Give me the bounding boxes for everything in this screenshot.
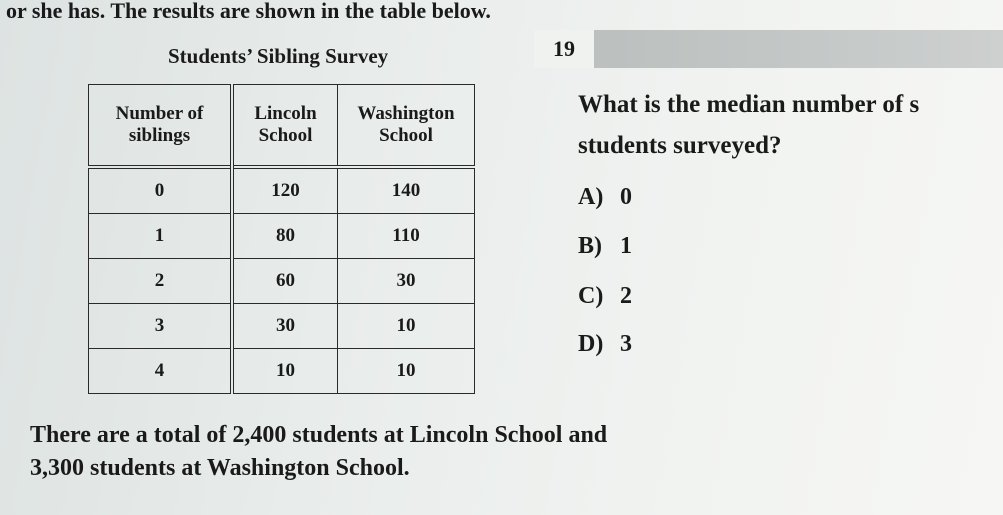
question-line1: What is the median number of s: [578, 91, 920, 118]
cell-lincoln: 60: [232, 259, 338, 304]
cell-washington: 10: [338, 349, 475, 394]
header-lincoln-line2: School: [258, 125, 313, 146]
choice-a-value: 0: [620, 184, 632, 210]
question-header-bar: [534, 30, 1003, 68]
cell-siblings: 1: [89, 214, 233, 259]
header-washington-line1: Washington: [357, 103, 455, 125]
table-title: Students’ Sibling Survey: [168, 44, 389, 68]
cell-washington: 30: [338, 259, 475, 304]
header-siblings-line2: siblings: [128, 125, 191, 146]
intro-text: or she has. The results are shown in the table below.: [6, 0, 491, 23]
table-row: [89, 214, 475, 259]
cell-washington: 110: [338, 214, 475, 259]
table-row: [89, 259, 475, 304]
choice-b-letter: B): [578, 233, 602, 259]
footer-text: [30, 419, 607, 485]
choice-a[interactable]: [578, 184, 632, 211]
cell-washington: 10: [338, 304, 475, 349]
cell-siblings: 0: [89, 167, 233, 214]
choice-c-value: 2: [620, 283, 632, 309]
cell-lincoln: 30: [232, 304, 338, 349]
choice-b-value: 1: [620, 233, 632, 259]
table-header-row: [89, 85, 475, 168]
choice-c-letter: C): [578, 283, 604, 309]
choice-c[interactable]: [578, 283, 632, 310]
choice-b[interactable]: [578, 233, 632, 260]
choice-a-letter: A): [578, 184, 604, 210]
header-number-of-siblings: [89, 85, 233, 168]
header-siblings-line1: Number of: [115, 103, 204, 125]
header-washington-school: [338, 85, 475, 168]
cell-siblings: 2: [89, 259, 233, 304]
cell-siblings: 3: [89, 304, 233, 349]
table-row: [89, 304, 475, 349]
cell-siblings: 4: [89, 349, 233, 394]
cell-lincoln: 120: [232, 167, 338, 214]
cell-lincoln: 80: [232, 214, 338, 259]
table-row: [89, 349, 475, 394]
header-lincoln-line1: Lincoln: [254, 103, 317, 125]
footer-line1: There are a total of 2,400 students at Lincoln School and: [30, 422, 608, 448]
question-text: [578, 84, 919, 166]
sibling-survey-table: [88, 84, 475, 394]
cell-washington: 140: [338, 167, 475, 214]
question-number: 19: [534, 30, 594, 68]
table-row: [89, 167, 475, 214]
choice-d[interactable]: [578, 331, 632, 358]
choice-d-letter: D): [578, 331, 604, 357]
header-lincoln-school: [232, 85, 338, 168]
header-washington-line2: School: [379, 125, 433, 146]
footer-line2: 3,300 students at Washington School.: [30, 455, 410, 481]
cell-lincoln: 10: [232, 349, 338, 394]
choice-d-value: 3: [620, 331, 632, 357]
question-line2: students surveyed?: [578, 132, 782, 159]
